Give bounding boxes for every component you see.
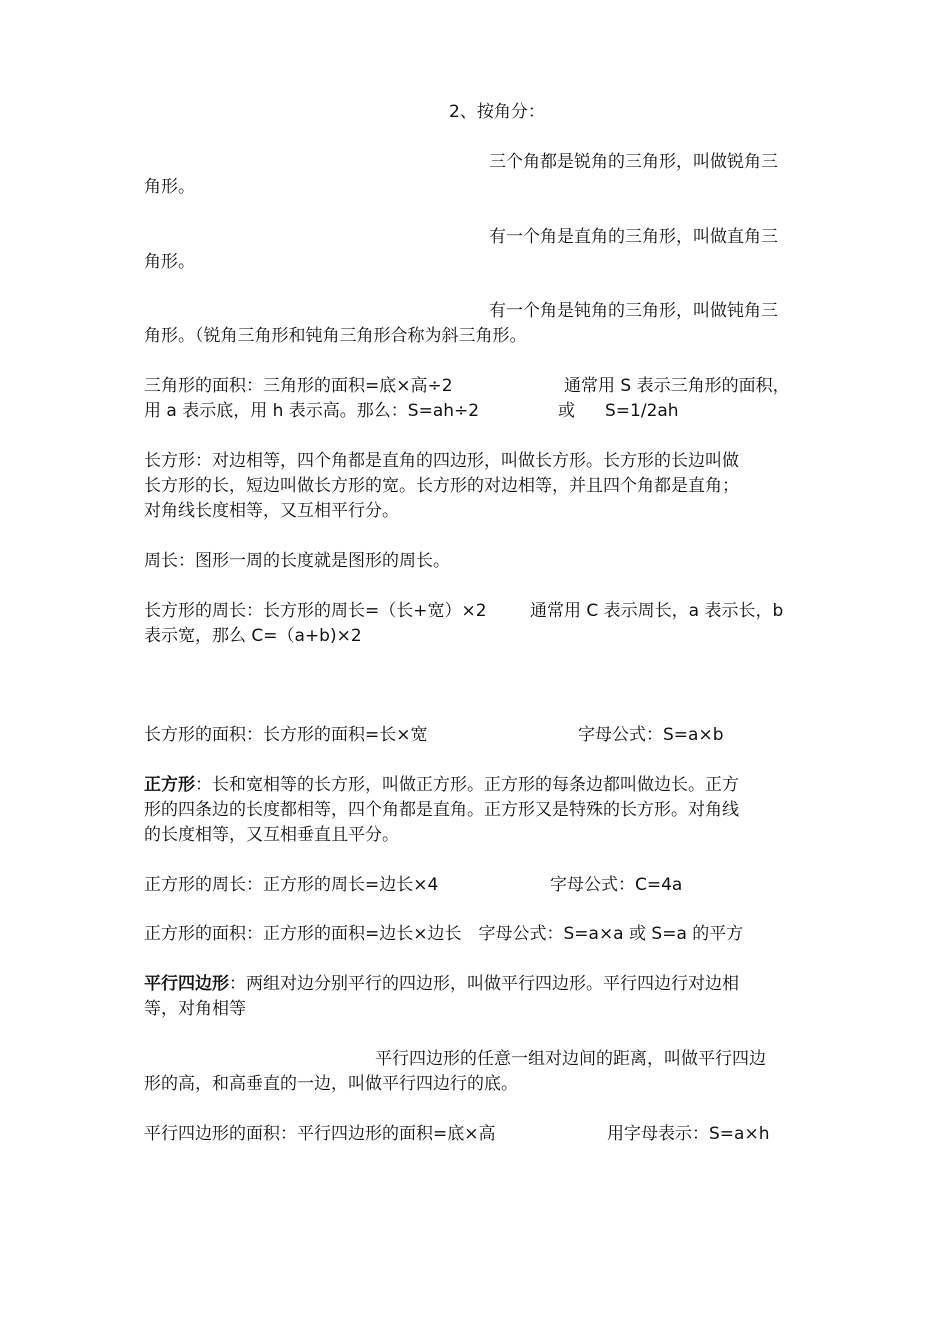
square-def-text: ：长和宽相等的长方形，叫做正方形。正方形的每条边都叫做边长。正方: [195, 775, 739, 795]
triangle-area-note: 通常用 S 表示三角形的面积，: [564, 376, 790, 396]
parallelogram-def-line-1: [144, 972, 739, 996]
parallelogram-height-line-2: 形的高，和高垂直的一边，叫做平行四边行的底。: [144, 1074, 518, 1094]
square-area-formula: 正方形的面积：正方形的面积=边长×边长 字母公式：S=a×a 或 S=a 的平方: [144, 924, 744, 944]
rectangle-perimeter-note: 通常用 C 表示周长，a 表示长，b: [530, 601, 784, 621]
obtuse-line-2: 角形。（锐角三角形和钝角三角形合称为斜三角形。: [144, 326, 527, 346]
square-def-line-1: [144, 773, 739, 797]
square-def-line-2: 形的四条边的长度都相等，四个角都是直角。正方形又是特殊的长方形。对角线: [144, 800, 739, 820]
triangle-area-alt: S=1/2ah: [605, 401, 679, 421]
square-perimeter-formula: 正方形的周长：正方形的周长=边长×4: [144, 875, 439, 895]
triangle-area-formula: 三角形的面积：三角形的面积=底×高÷2: [144, 376, 453, 396]
rectangle-def-line-1: 长方形：对边相等，四个角都是直角的四边形，叫做长方形。长方形的长边叫做: [144, 451, 739, 471]
rectangle-area-formula: 长方形的面积：长方形的面积=长×宽: [144, 725, 428, 745]
obtuse-line-1: 有一个角是钝角的三角形，叫做钝角三: [489, 301, 778, 321]
triangle-area-or: 或: [558, 401, 575, 421]
parallelogram-area-letters: 用字母表示：S=a×h: [607, 1124, 770, 1144]
acute-line-1: 三个角都是锐角的三角形，叫做锐角三: [489, 152, 778, 172]
rectangle-def-line-2: 长方形的长，短边叫做长方形的宽。长方形的对边相等，并且四个角都是直角；: [144, 476, 739, 496]
parallelogram-def-line-2: 等，对角相等: [144, 999, 246, 1019]
right-line-1: 有一个角是直角的三角形，叫做直角三: [489, 227, 778, 247]
square-def-line-3: 的长度相等，又互相垂直且平分。: [144, 825, 399, 845]
parallelogram-label: 平行四边形: [144, 974, 229, 994]
rectangle-perimeter-formula: 长方形的周长：长方形的周长=（长+宽）×2: [144, 601, 487, 621]
parallelogram-area-formula: 平行四边形的面积：平行四边形的面积=底×高: [144, 1124, 496, 1144]
square-label: 正方形: [144, 775, 195, 795]
parallelogram-height-line-1: 平行四边形的任意一组对边间的距离，叫做平行四边: [375, 1049, 766, 1069]
rectangle-area-letters: 字母公式：S=a×b: [578, 725, 724, 745]
triangle-area-line-2: 用 a 表示底，用 h 表示高。那么：S=ah÷2: [144, 401, 480, 421]
heading: 2、按角分：: [449, 102, 545, 122]
acute-line-2: 角形。: [144, 177, 195, 197]
right-line-2: 角形。: [144, 252, 195, 272]
square-perimeter-letters: 字母公式：C=4a: [550, 875, 683, 895]
rectangle-perimeter-line-2: 表示宽，那么 C=（a+b)×2: [144, 626, 362, 646]
parallelogram-def-text: ：两组对边分别平行的四边形，叫做平行四边形。平行四边行对边相: [229, 974, 739, 994]
rectangle-def-line-3: 对角线长度相等，又互相平行分。: [144, 501, 399, 521]
perimeter-def: 周长：图形一周的长度就是图形的周长。: [144, 551, 450, 571]
